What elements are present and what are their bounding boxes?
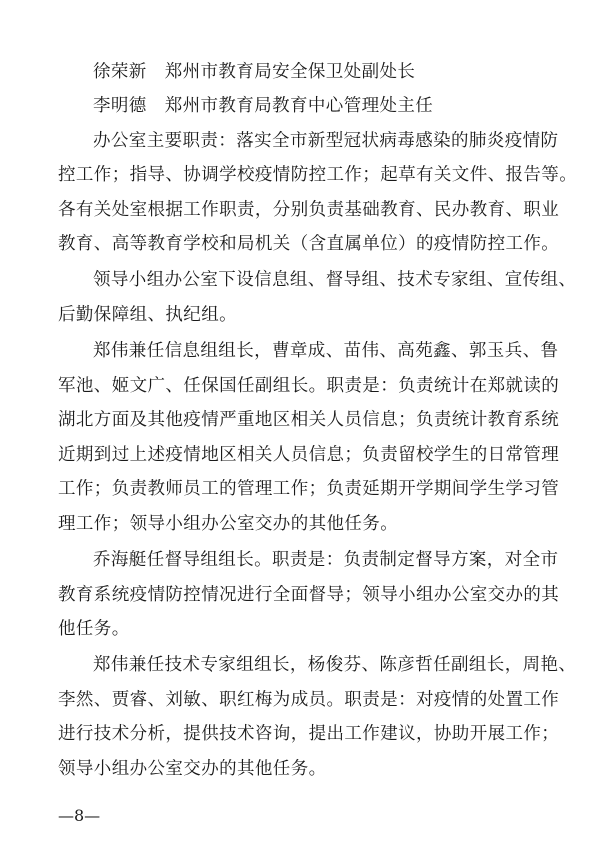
paragraph-line: 理工作；领导小组办公室交办的其他任务。 — [58, 514, 399, 534]
paragraph-line: 郑伟兼任信息组组长，曹章成、苗伟、高苑鑫、郭玉兵、鲁 — [93, 341, 559, 361]
person-line — [93, 95, 593, 117]
person-title: 郑州市教育局安全保卫处副处长 — [164, 62, 416, 82]
person-title: 郑州市教育局教育中心管理处主任 — [164, 96, 434, 116]
paragraph-line: 后勤保障组、执纪组。 — [58, 305, 237, 325]
paragraph-line: 李然、贾睿、刘敏、职红梅为成员。职责是：对疫情的处置工作 — [58, 690, 560, 710]
paragraph-line: 湖北方面及其他疫情严重地区相关人员信息；负责统计教育系统 — [58, 410, 560, 430]
paragraph-line: 他任务。 — [58, 619, 130, 639]
person-name: 李明德 — [93, 96, 147, 116]
paragraph-line: 工作；负责教师员工的管理工作；负责延期开学期间学生学习管 — [58, 479, 560, 499]
page-number: —8— — [58, 806, 101, 825]
paragraph-line: 控工作；指导、协调学校疫情防控工作；起草有关文件、报告等。 — [58, 165, 578, 185]
paragraph-line: 近期到过上述疫情地区相关人员信息；负责留校学生的日常管理 — [58, 445, 560, 465]
paragraph-line: 办公室主要职责：落实全市新型冠状病毒感染的肺炎疫情防 — [93, 131, 559, 151]
paragraph-line: 各有关处室根据工作职责，分别负责基础教育、民办教育、职业 — [58, 200, 560, 220]
person-line — [93, 61, 593, 83]
paragraph-line: 进行技术分析，提供技术咨询，提出工作建议，协助开展工作； — [58, 724, 560, 744]
paragraph-line: 乔海艇任督导组组长。职责是：负责制定督导方案，对全市 — [93, 550, 559, 570]
person-name: 徐荣新 — [93, 62, 147, 82]
paragraph-line: 郑伟兼任技术专家组组长，杨俊芬、陈彦哲任副组长，周艳、 — [93, 655, 577, 675]
paragraph-line: 教育系统疫情防控情况进行全面督导；领导小组办公室交办的其 — [58, 585, 560, 605]
paragraph-line: 领导小组办公室下设信息组、督导组、技术专家组、宣传组、 — [93, 270, 577, 290]
paragraph-line: 军池、姬文广、任保国任副组长。职责是：负责统计在郑就读的 — [58, 376, 560, 396]
paragraph-line: 领导小组办公室交办的其他任务。 — [58, 759, 327, 779]
paragraph-line: 教育、高等教育学校和局机关（含直属单位）的疫情防控工作。 — [58, 234, 560, 254]
